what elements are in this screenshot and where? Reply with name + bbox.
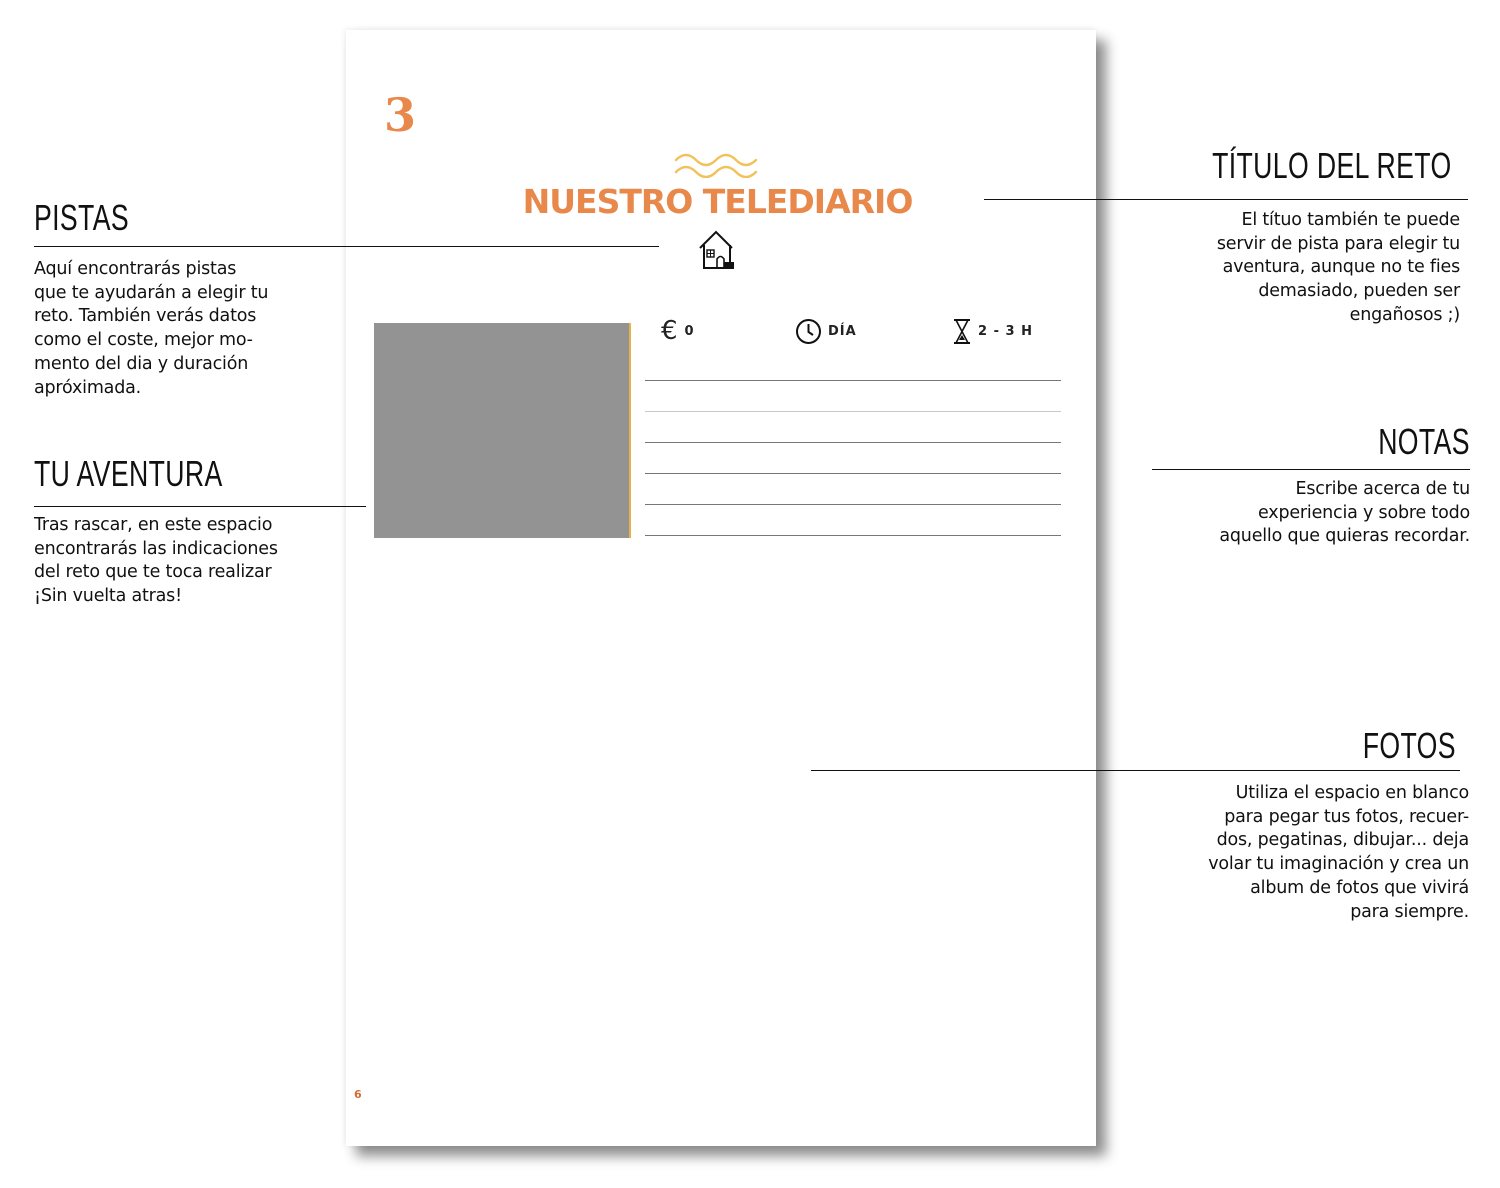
pistas-heading: PISTAS bbox=[34, 197, 129, 238]
fotos-leader-line bbox=[811, 770, 1460, 771]
aventura-heading: TU AVENTURA bbox=[34, 453, 223, 494]
duration-value: 2 - 3 H bbox=[978, 324, 1033, 339]
titulo-heading: TÍTULO DEL RETO bbox=[1212, 145, 1452, 186]
notes-line[interactable] bbox=[645, 473, 1061, 474]
pistas-description: Aquí encontrarás pistas que te ayudarán a elegir tu reto. También verás datos como el coste, mejor mo- mento del dia y duración apróximada. bbox=[34, 259, 269, 398]
notes-line[interactable] bbox=[645, 504, 1061, 505]
notes-line[interactable] bbox=[645, 380, 1061, 381]
notas-description: Escribe acerca de tu experiencia y sobre todo aquello que quieras recordar. bbox=[1219, 479, 1470, 547]
house-icon bbox=[696, 228, 738, 274]
clock-icon bbox=[795, 318, 822, 345]
notas-leader-line bbox=[1152, 469, 1470, 470]
page-number: 6 bbox=[354, 1088, 362, 1101]
waves-icon bbox=[672, 146, 762, 178]
cost-value: 0 bbox=[684, 323, 695, 339]
scratch-area[interactable] bbox=[374, 323, 631, 538]
notes-line[interactable] bbox=[645, 535, 1061, 536]
euro-icon: € bbox=[661, 316, 679, 346]
fotos-heading: FOTOS bbox=[1362, 725, 1456, 766]
pistas-leader-line bbox=[34, 246, 659, 247]
hourglass-icon bbox=[952, 318, 972, 345]
challenge-title: NUESTRO TELEDIARIO bbox=[522, 182, 913, 221]
notes-line[interactable] bbox=[645, 411, 1061, 412]
fotos-description: Utiliza el espacio en blanco para pegar tus fotos, recuer- dos, pegatinas, dibujar... deja volar tu imaginación y crea un album de fotos que vivirá para siempre. bbox=[1208, 783, 1469, 922]
notas-heading: NOTAS bbox=[1378, 421, 1470, 462]
titulo-description: El títuo también te puede servir de pista para elegir tu aventura, aunque no te fies demasiado, pueden ser engañosos ;) bbox=[1216, 210, 1460, 325]
time-stat bbox=[795, 318, 857, 345]
challenge-number: 3 bbox=[383, 88, 416, 142]
duration-stat bbox=[952, 318, 1033, 345]
notes-line[interactable] bbox=[645, 442, 1061, 443]
time-value: DÍA bbox=[828, 324, 857, 339]
aventura-description: Tras rascar, en este espacio encontrarás las indicaciones del reto que te toca realizar ¡Sin vuelta atras! bbox=[34, 515, 278, 607]
cost-stat bbox=[661, 318, 695, 344]
aventura-leader-line bbox=[34, 506, 366, 507]
titulo-leader-line bbox=[984, 199, 1468, 200]
